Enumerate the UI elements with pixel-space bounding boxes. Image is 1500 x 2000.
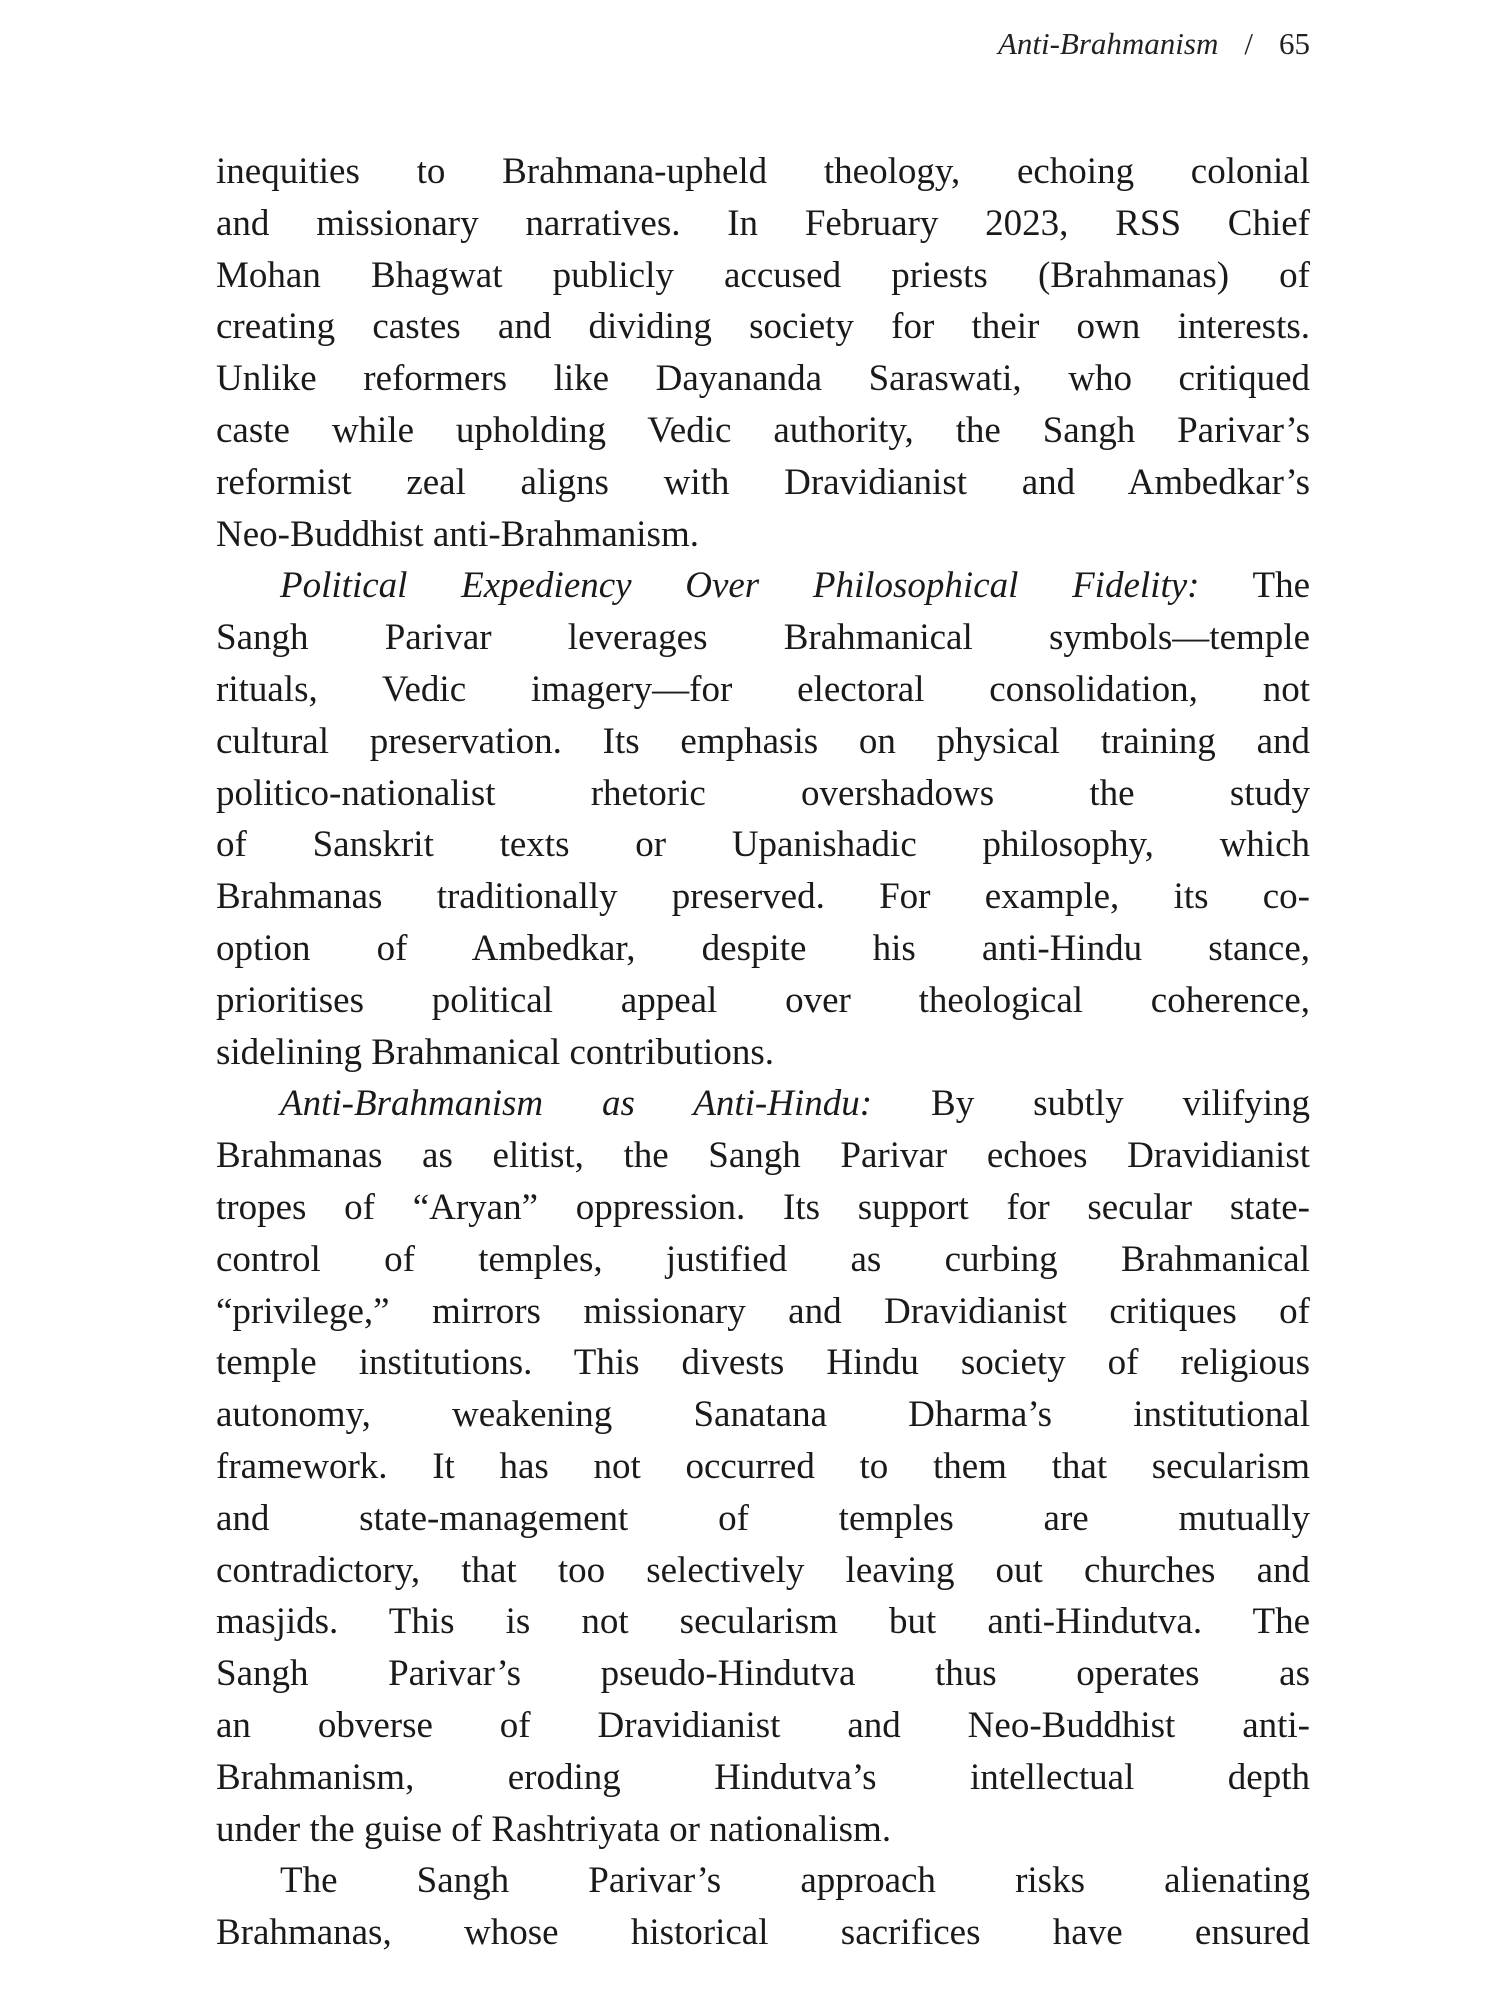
line-text: and missionary narratives. In February 2023, RSS Chief: [216, 202, 1310, 244]
line-text: inequities to Brahmana-upheld theology, echoing colonial: [216, 151, 1310, 192]
line-text: option of Ambedkar, despite his anti-Hindu stance,: [216, 927, 1310, 969]
text-line: [216, 1596, 1310, 1648]
text-line: [216, 716, 1310, 768]
text-line: [216, 1907, 1310, 1959]
text-line: [216, 1545, 1310, 1597]
text-line: [216, 1286, 1310, 1338]
line-text: of Sanskrit texts or Upanishadic philosophy, which: [216, 824, 1310, 866]
line-text: temple institutions. This divests Hindu society of religious: [216, 1342, 1310, 1384]
line-text: By subtly vilifying: [872, 1083, 1311, 1125]
line-text: reformist zeal aligns with Dravidianist and Ambedkar’s: [216, 461, 1310, 503]
text-line: [216, 1389, 1310, 1441]
text-line: [216, 1027, 1310, 1079]
line-text: sidelining Brahmanical contributions.: [216, 1031, 774, 1073]
text-line: [216, 1855, 1310, 1907]
line-text: framework. It has not occurred to them that secularism: [216, 1445, 1310, 1487]
line-text: caste while upholding Vedic authority, the Sangh Parivar’s: [216, 409, 1310, 451]
text-line: [216, 871, 1310, 923]
text-line: [216, 250, 1310, 302]
line-text: and state-management of temples are mutually: [216, 1497, 1310, 1539]
text-line: [216, 1337, 1310, 1389]
line-text: Sangh Parivar leverages Brahmanical symbols—temple: [216, 617, 1310, 659]
text-line: [216, 975, 1310, 1027]
text-line: [216, 1078, 1310, 1130]
line-text: Sangh Parivar’s pseudo-Hindutva thus operates as: [216, 1653, 1310, 1695]
line-text: Mohan Bhagwat publicly accused priests (Brahmanas) of: [216, 254, 1310, 296]
line-text: Unlike reformers like Dayananda Saraswati, who critiqued: [216, 358, 1310, 400]
text-line: [216, 1493, 1310, 1545]
text-line: [216, 198, 1310, 250]
text-line: [216, 819, 1310, 871]
line-text: Brahmanism, eroding Hindutva’s intellectual depth: [216, 1756, 1310, 1798]
text-line: [216, 301, 1310, 353]
text-line: [216, 768, 1310, 820]
text-line: [216, 146, 1310, 198]
text-line: [216, 560, 1310, 612]
line-text: under the guise of Rashtriyata or nationalism.: [216, 1808, 892, 1850]
italic-run-in-heading: Anti-Brahmanism as Anti-Hindu:: [280, 1083, 873, 1125]
line-text: rituals, Vedic imagery—for electoral consolidation, not: [216, 668, 1310, 710]
text-line: [216, 1752, 1310, 1804]
text-line: [216, 1182, 1310, 1234]
text-line: [216, 405, 1310, 457]
line-text: an obverse of Dravidianist and Neo-Buddhist anti-: [216, 1704, 1310, 1746]
line-text: The Sangh Parivar’s approach risks alienating: [280, 1860, 1310, 1902]
text-line: [216, 353, 1310, 405]
line-text: cultural preservation. Its emphasis on physical training and: [216, 720, 1310, 762]
line-text: Brahmanas, whose historical sacrifices have ensured: [216, 1912, 1310, 1954]
line-text: autonomy, weakening Sanatana Dharma’s institutional: [216, 1394, 1310, 1436]
page-number: 65: [1279, 26, 1310, 61]
line-text: tropes of “Aryan” oppression. Its support for secular state-: [216, 1186, 1310, 1228]
body-text: [216, 146, 1310, 1959]
text-line: [216, 509, 1310, 561]
line-text: Neo-Buddhist anti-Brahmanism.: [216, 513, 699, 555]
line-text: creating castes and dividing society for their own interests.: [216, 306, 1310, 348]
line-text: “privilege,” mirrors missionary and Dravidianist critiques of: [216, 1290, 1310, 1332]
text-line: [216, 1648, 1310, 1700]
italic-run-in-heading: Political Expediency Over Philosophical Fidelity:: [280, 565, 1200, 607]
text-line: [216, 1700, 1310, 1752]
running-head-title: Anti-Brahmanism: [997, 26, 1219, 61]
line-text: The: [1199, 565, 1311, 607]
line-text: politico-nationalist rhetoric overshadows the study: [216, 772, 1310, 814]
line-text: contradictory, that too selectively leaving out churches and: [216, 1549, 1310, 1591]
line-text: masjids. This is not secularism but anti-Hindutva. The: [216, 1601, 1310, 1643]
text-line: [216, 612, 1310, 664]
text-line: [216, 1804, 1310, 1856]
line-text: Brahmanas as elitist, the Sangh Parivar echoes Dravidianist: [216, 1135, 1310, 1177]
text-line: [216, 923, 1310, 975]
running-head: [998, 26, 1310, 62]
text-line: [216, 1234, 1310, 1286]
line-text: prioritises political appeal over theological coherence,: [216, 979, 1310, 1021]
text-line: [216, 1441, 1310, 1493]
line-text: control of temples, justified as curbing Brahmanical: [216, 1238, 1310, 1280]
text-line: [216, 664, 1310, 716]
text-line: [216, 1130, 1310, 1182]
line-text: Brahmanas traditionally preserved. For example, its co-: [216, 876, 1310, 918]
text-line: [216, 457, 1310, 509]
running-head-separator: /: [1244, 26, 1253, 61]
